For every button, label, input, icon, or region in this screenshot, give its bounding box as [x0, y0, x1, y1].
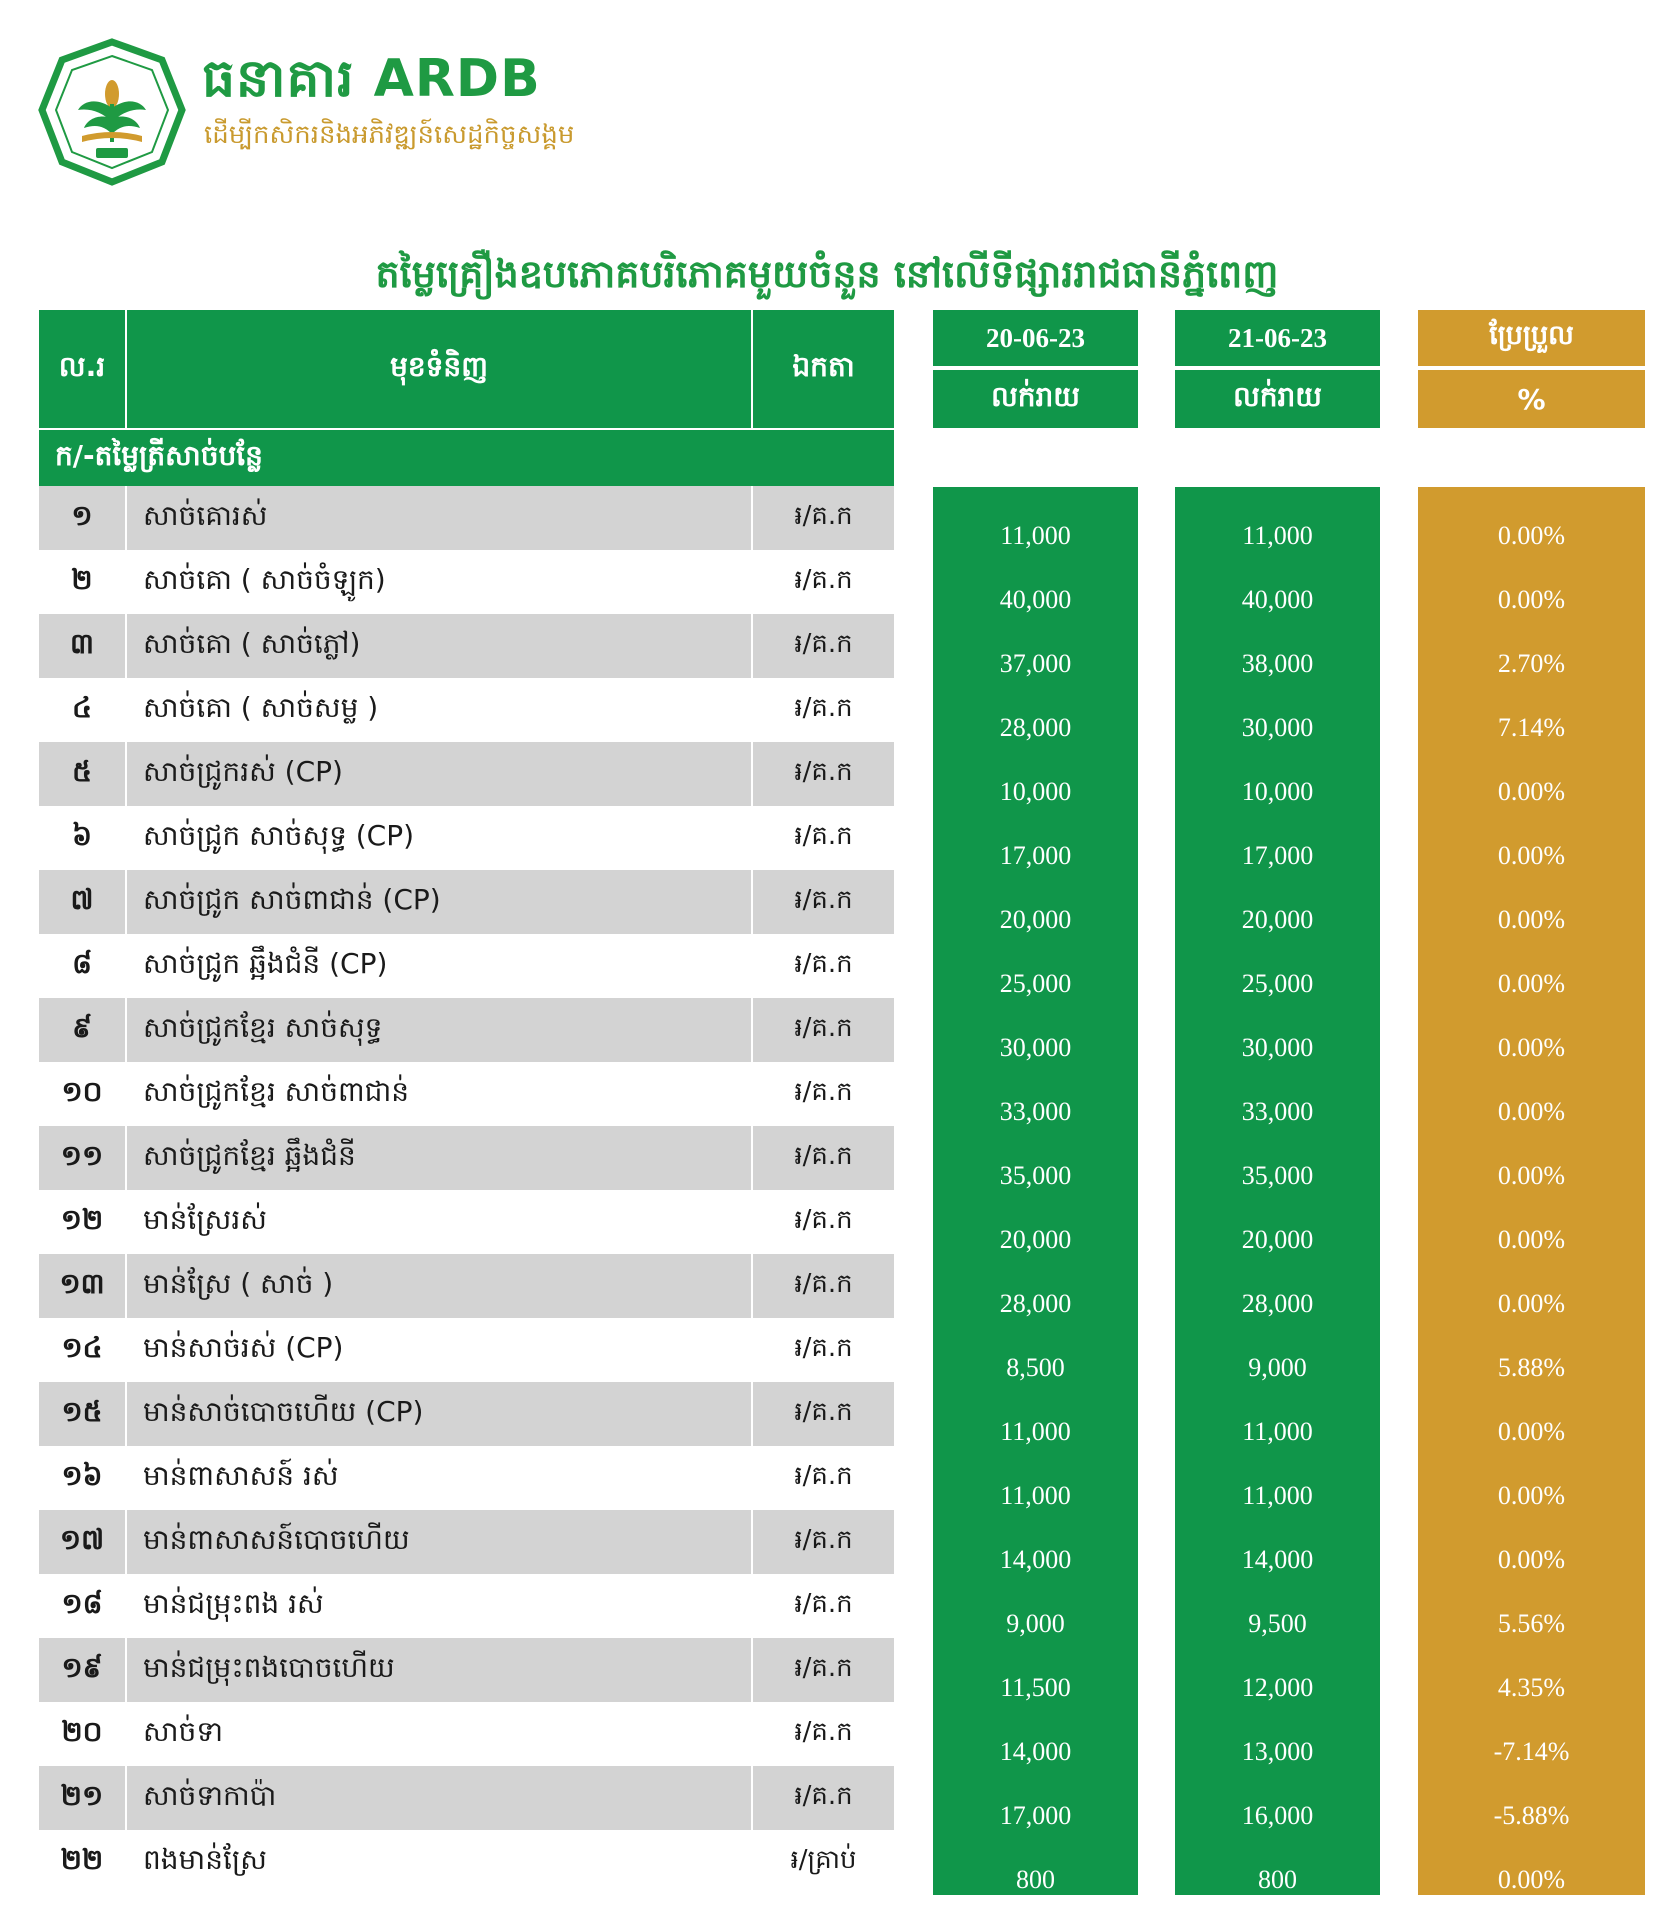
- price-change: 0.00%: [1497, 905, 1566, 934]
- row-number: ៩: [72, 1010, 92, 1044]
- item-unit: ៛/គ.ក: [794, 885, 853, 915]
- price-date1: 11,500: [1000, 1673, 1071, 1702]
- row-number: ២១: [60, 1778, 104, 1812]
- price-date2: 30,000: [1241, 713, 1314, 742]
- item-name: មាន់សាច់រស់ (CP): [143, 1330, 344, 1364]
- price-date1: 11,000: [1000, 1481, 1071, 1510]
- price-change: 2.70%: [1497, 649, 1566, 678]
- item-unit: ៛/គ.ក: [794, 1141, 853, 1171]
- item-name: មាន់ស្រែរស់: [143, 1202, 267, 1236]
- price-date1: 35,000: [999, 1161, 1072, 1190]
- row-number: ២២: [60, 1842, 104, 1876]
- table-row: [39, 486, 894, 550]
- price-date1: 40,000: [999, 585, 1072, 614]
- price-column-date1: [933, 310, 1138, 1894]
- table-row: [39, 934, 894, 998]
- item-unit: ៛/គ.ក: [794, 1461, 853, 1491]
- price-date2: 30,000: [1241, 1033, 1314, 1062]
- item-unit: ៛/គ.ក: [794, 1013, 853, 1043]
- table-row: [39, 1638, 894, 1702]
- price-change: 7.14%: [1497, 713, 1566, 742]
- table-row: [39, 870, 894, 934]
- item-name: សាច់ជ្រូកខ្មែរ ឆ្អឹងជំនី: [143, 1138, 356, 1172]
- change-column: [1418, 310, 1645, 1894]
- item-name: សាច់ទាកាប៉ា: [143, 1778, 277, 1812]
- price-date1: 17,000: [999, 841, 1072, 870]
- item-unit: ៛/គ.ក: [794, 1397, 853, 1427]
- column-header-unit: ឯកតា: [792, 349, 855, 383]
- price-values-date2: [1175, 487, 1380, 1895]
- row-number: ២០: [61, 1714, 103, 1748]
- column-subheader-retail-1: លក់រាយ: [933, 370, 1138, 428]
- item-name: សាច់ទា: [143, 1714, 223, 1748]
- item-name: សាច់ជ្រូកខ្មែរ សាច់សុទ្ធ: [143, 1010, 383, 1044]
- price-date2: 16,000: [1241, 1801, 1314, 1830]
- table-header: [39, 310, 894, 428]
- item-unit: ៛/គ.ក: [794, 1525, 853, 1555]
- item-unit: ៛/គ.ក: [794, 1717, 853, 1747]
- column-header-item: មុខទំនិញ: [127, 310, 753, 428]
- price-change: 5.88%: [1497, 1353, 1566, 1382]
- row-number: ១១: [60, 1138, 104, 1172]
- price-change: 0.00%: [1497, 841, 1566, 870]
- column-header-number: ល.រ: [39, 310, 127, 428]
- price-date2: 10,000: [1241, 777, 1314, 806]
- table-row: [39, 1510, 894, 1574]
- item-name: សាច់គោ ( សាច់ចំឡូក): [143, 562, 386, 596]
- bank-name: ធនាគារ ARDB: [202, 49, 541, 109]
- price-date2: 17,000: [1241, 841, 1314, 870]
- price-date2: 35,000: [1241, 1161, 1314, 1190]
- price-date2: 800: [1258, 1865, 1297, 1894]
- price-change: 0.00%: [1497, 1033, 1566, 1062]
- item-unit: ៛/គ.ក: [794, 1589, 853, 1619]
- row-number: ១៧: [59, 1522, 105, 1556]
- table-row: [39, 1126, 894, 1190]
- row-number: ៨: [72, 946, 92, 980]
- table-row: [39, 1766, 894, 1830]
- price-date2: 40,000: [1241, 585, 1314, 614]
- price-date1: 20,000: [999, 905, 1072, 934]
- table-row: [39, 1382, 894, 1446]
- table-row: [39, 1318, 894, 1382]
- price-date1: 14,000: [999, 1737, 1072, 1766]
- price-change: 0.00%: [1497, 1865, 1566, 1894]
- price-change: 0.00%: [1497, 777, 1566, 806]
- price-date1: 8,500: [1006, 1353, 1065, 1382]
- item-name: សាច់គោ ( សាច់ភ្លៅ): [143, 626, 361, 660]
- price-date1: 20,000: [999, 1225, 1072, 1254]
- price-date1: 25,000: [999, 969, 1072, 998]
- item-unit: ៛/គ.ក: [794, 565, 853, 595]
- row-number: ១៨: [61, 1586, 103, 1620]
- price-date2: 14,000: [1241, 1545, 1314, 1574]
- row-number: ១: [71, 498, 93, 532]
- table-row: [39, 742, 894, 806]
- item-unit: ៛/គ.ក: [794, 1077, 853, 1107]
- item-unit: ៛/គ.ក: [794, 1333, 853, 1363]
- price-change: -7.14%: [1493, 1737, 1570, 1766]
- price-date1: 14,000: [999, 1545, 1072, 1574]
- price-change: -5.88%: [1493, 1801, 1570, 1830]
- price-date1: 30,000: [999, 1033, 1072, 1062]
- item-unit: ៛/គ.ក: [794, 949, 853, 979]
- item-unit: ៛/គ.ក: [794, 1205, 853, 1235]
- price-date2: 20,000: [1241, 905, 1314, 934]
- price-column-date2: [1175, 310, 1380, 1894]
- item-name: សាច់ជ្រូកខ្មែរ សាច់ពាជាន់: [143, 1074, 410, 1108]
- item-unit: ៛/គ.ក: [794, 1653, 853, 1683]
- item-name: មាន់ជម្រុះពង រស់: [143, 1586, 324, 1620]
- price-change: 0.00%: [1497, 1417, 1566, 1446]
- page-title: តម្លៃគ្រឿងឧបភោគបរិភោគមួយចំនួន នៅលើទីផ្សាររាជធានីភ្នំពេញ: [375, 252, 1279, 296]
- price-date1: 800: [1016, 1865, 1055, 1894]
- price-date1: 10,000: [999, 777, 1072, 806]
- row-number: ១៥: [61, 1394, 103, 1428]
- price-change: 5.56%: [1497, 1609, 1566, 1638]
- table-row: [39, 614, 894, 678]
- price-date2: 9,000: [1248, 1353, 1307, 1382]
- price-change: 0.00%: [1497, 1545, 1566, 1574]
- item-unit: ៛/គ.ក: [794, 1269, 853, 1299]
- price-date1: 17,000: [999, 1801, 1072, 1830]
- item-name: មាន់ស្រែ ( សាច់ ): [143, 1266, 334, 1300]
- price-change: 0.00%: [1497, 521, 1566, 550]
- table-row: [39, 1062, 894, 1126]
- column-header-date1: 20-06-23: [933, 310, 1138, 366]
- price-change: 0.00%: [1497, 1161, 1566, 1190]
- row-number: ១៩: [61, 1650, 103, 1684]
- price-date2: 9,500: [1248, 1609, 1307, 1638]
- price-date1: 28,000: [999, 713, 1072, 742]
- price-date1: 11,000: [1000, 521, 1071, 550]
- item-name: សាច់គោរស់: [143, 498, 268, 532]
- price-date1: 37,000: [999, 649, 1072, 678]
- price-date2: 28,000: [1241, 1289, 1314, 1318]
- item-name: សាច់គោ ( សាច់សម្ល ): [143, 690, 379, 724]
- price-change: 0.00%: [1497, 1481, 1566, 1510]
- item-name: សាច់ជ្រូក ឆ្អឹងជំនី (CP): [143, 946, 388, 980]
- row-number: ៧: [70, 882, 94, 916]
- price-date1: 9,000: [1006, 1609, 1065, 1638]
- row-number: ២: [71, 562, 93, 596]
- table-row: [39, 1702, 894, 1766]
- row-number: ៤: [72, 690, 92, 724]
- price-date2: 25,000: [1241, 969, 1314, 998]
- price-date2: 13,000: [1241, 1737, 1314, 1766]
- item-unit: ៛/គ.ក: [794, 1781, 853, 1811]
- price-date2: 20,000: [1241, 1225, 1314, 1254]
- item-unit: ៛/គ្រាប់: [790, 1845, 857, 1875]
- price-date1: 33,000: [999, 1097, 1072, 1126]
- table-body: [39, 486, 894, 1894]
- table-row: [39, 806, 894, 870]
- item-unit: ៛/គ.ក: [794, 629, 853, 659]
- item-name: មាន់ជម្រុះពងបោចហើយ: [143, 1650, 395, 1684]
- row-number: ១៦: [61, 1458, 103, 1492]
- price-change: 0.00%: [1497, 585, 1566, 614]
- table-row: [39, 1446, 894, 1510]
- table-row: [39, 1574, 894, 1638]
- item-name: សាច់ជ្រូក សាច់សុទ្ធ (CP): [143, 818, 415, 852]
- price-date2: 11,000: [1242, 1417, 1313, 1446]
- price-change: 4.35%: [1497, 1673, 1566, 1702]
- table-row: [39, 1254, 894, 1318]
- item-name: មាន់ពាសាសន៍បោចហើយ: [143, 1522, 410, 1556]
- price-date2: 12,000: [1241, 1673, 1314, 1702]
- item-unit: ៛/គ.ក: [794, 501, 853, 531]
- row-number: ៣: [70, 626, 94, 660]
- column-subheader-percent: %: [1418, 370, 1645, 428]
- column-header-date2: 21-06-23: [1175, 310, 1380, 366]
- price-date2: 33,000: [1241, 1097, 1314, 1126]
- column-header-change: ប្រែប្រួល: [1418, 310, 1645, 366]
- table-row: [39, 550, 894, 614]
- price-date1: 11,000: [1000, 1417, 1071, 1446]
- price-change: 0.00%: [1497, 1225, 1566, 1254]
- item-name: មាន់សាច់បោចហើយ (CP): [143, 1394, 424, 1428]
- table-row: [39, 678, 894, 742]
- price-change: 0.00%: [1497, 1097, 1566, 1126]
- item-name: សាច់ជ្រូករស់ (CP): [143, 754, 343, 788]
- row-number: ៦: [72, 818, 92, 852]
- bank-tagline: ដើម្បីកសិករនិងអភិវឌ្ឍន៍សេដ្ឋកិច្ចសង្គម: [204, 120, 575, 150]
- category-header: ក/-តម្លៃត្រីសាច់បន្លែ: [39, 430, 894, 486]
- price-values-date1: [933, 487, 1138, 1895]
- price-table: [39, 310, 894, 1894]
- price-change: 0.00%: [1497, 969, 1566, 998]
- item-name: ពងមាន់ស្រែ: [143, 1842, 267, 1876]
- row-number: ១៤: [61, 1330, 103, 1364]
- price-date1: 28,000: [999, 1289, 1072, 1318]
- ardb-logo-icon: [38, 38, 186, 186]
- item-unit: ៛/គ.ក: [794, 757, 853, 787]
- column-subheader-retail-2: លក់រាយ: [1175, 370, 1380, 428]
- table-row: [39, 998, 894, 1062]
- table-row: [39, 1830, 894, 1894]
- row-number: ១២: [60, 1202, 104, 1236]
- price-date2: 38,000: [1241, 649, 1314, 678]
- row-number: ១៣: [59, 1266, 105, 1300]
- row-number: ១០: [61, 1074, 103, 1108]
- price-date2: 11,000: [1242, 1481, 1313, 1510]
- change-values: [1418, 487, 1645, 1895]
- price-date2: 11,000: [1242, 521, 1313, 550]
- item-unit: ៛/គ.ក: [794, 821, 853, 851]
- item-name: មាន់ពាសាសន៍ រស់: [143, 1458, 339, 1492]
- table-row: [39, 1190, 894, 1254]
- price-change: 0.00%: [1497, 1289, 1566, 1318]
- item-name: សាច់ជ្រូក សាច់ពាជាន់ (CP): [143, 882, 441, 916]
- item-unit: ៛/គ.ក: [794, 693, 853, 723]
- row-number: ៥: [72, 754, 92, 788]
